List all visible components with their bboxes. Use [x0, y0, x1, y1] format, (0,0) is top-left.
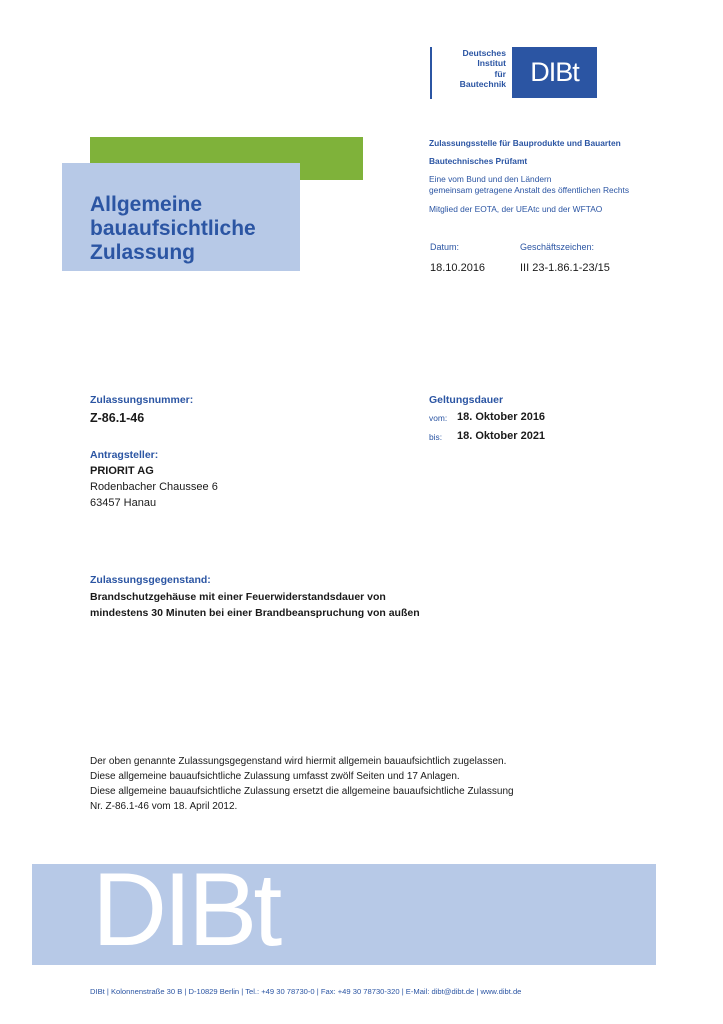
institute-name-line: für	[494, 68, 506, 79]
title-line: Allgemeine	[90, 193, 203, 216]
approval-number-label: Zulassungsnummer:	[90, 394, 194, 406]
institute-name-line: Institut	[477, 58, 506, 69]
body-line: Diese allgemeine bauaufsichtliche Zulassung umfasst zwölf Seiten und 17 Anlagen.	[90, 771, 460, 782]
reference-value: III 23-1.86.1-23/15	[520, 262, 610, 274]
applicant-label: Antragsteller:	[90, 449, 159, 461]
reference-label: Geschäftszeichen:	[520, 242, 595, 252]
applicant-name: PRIORIT AG	[90, 465, 154, 477]
dibt-logo	[512, 47, 597, 98]
footer-contact: DIBt | Kolonnenstraße 30 B | D-10829 Berlin | Tel.: +49 30 78730-0 | Fax: +49 30 78730-320 | E-Mail: dibt@dibt.de | www.dibt.de	[90, 987, 522, 996]
info-line-institution: Eine vom Bund und den Ländern	[429, 174, 552, 184]
info-line-authority: Zulassungsstelle für Bauprodukte und Bauarten	[429, 138, 621, 148]
title-line: Zulassung	[90, 241, 196, 264]
document-title	[90, 193, 256, 265]
footer-band	[32, 864, 656, 965]
subject-line: Brandschutzgehäuse mit einer Feuerwiderstandsdauer von	[90, 591, 386, 603]
info-line-membership: Mitglied der EOTA, der UEAtc und der WFTAO	[429, 204, 603, 214]
valid-from-value: 18. Oktober 2016	[457, 411, 546, 423]
institute-name	[436, 48, 506, 89]
institute-name-line: Bautechnik	[459, 78, 506, 89]
info-line-office: Bautechnisches Prüfamt	[429, 156, 528, 166]
applicant-city: 63457 Hanau	[90, 497, 157, 509]
info-line-institution-2: gemeinsam getragene Anstalt des öffentlichen Rechts	[429, 185, 630, 195]
institute-name-line: Deutsches	[462, 48, 506, 58]
dibt-logo-mark: DIBt	[530, 57, 579, 87]
body-line: Der oben genannte Zulassungsgegenstand wird hiermit allgemein bauaufsichtlich zugelassen.	[90, 756, 507, 767]
subject-line: mindestens 30 Minuten bei einer Brandbeanspruchung von außen	[90, 607, 420, 619]
approval-number-value: Z-86.1-46	[90, 411, 145, 425]
date-value: 18.10.2016	[430, 262, 486, 274]
valid-to-value: 18. Oktober 2021	[457, 430, 546, 442]
date-label: Datum:	[430, 242, 460, 252]
valid-from-label: vom:	[429, 413, 448, 423]
body-line: Nr. Z-86.1-46 vom 18. April 2012.	[90, 801, 238, 812]
validity-label: Geltungsdauer	[429, 394, 504, 406]
valid-to-label: bis:	[429, 432, 443, 442]
logo-divider	[430, 47, 432, 99]
subject-label: Zulassungsgegenstand:	[90, 574, 211, 586]
applicant-street: Rodenbacher Chaussee 6	[90, 481, 218, 493]
dibt-watermark-logo: DIBt	[92, 864, 279, 965]
body-line: Diese allgemeine bauaufsichtliche Zulassung ersetzt die allgemeine bauaufsichtliche Zulassung	[90, 786, 514, 797]
title-line: bauaufsichtliche	[90, 217, 256, 240]
